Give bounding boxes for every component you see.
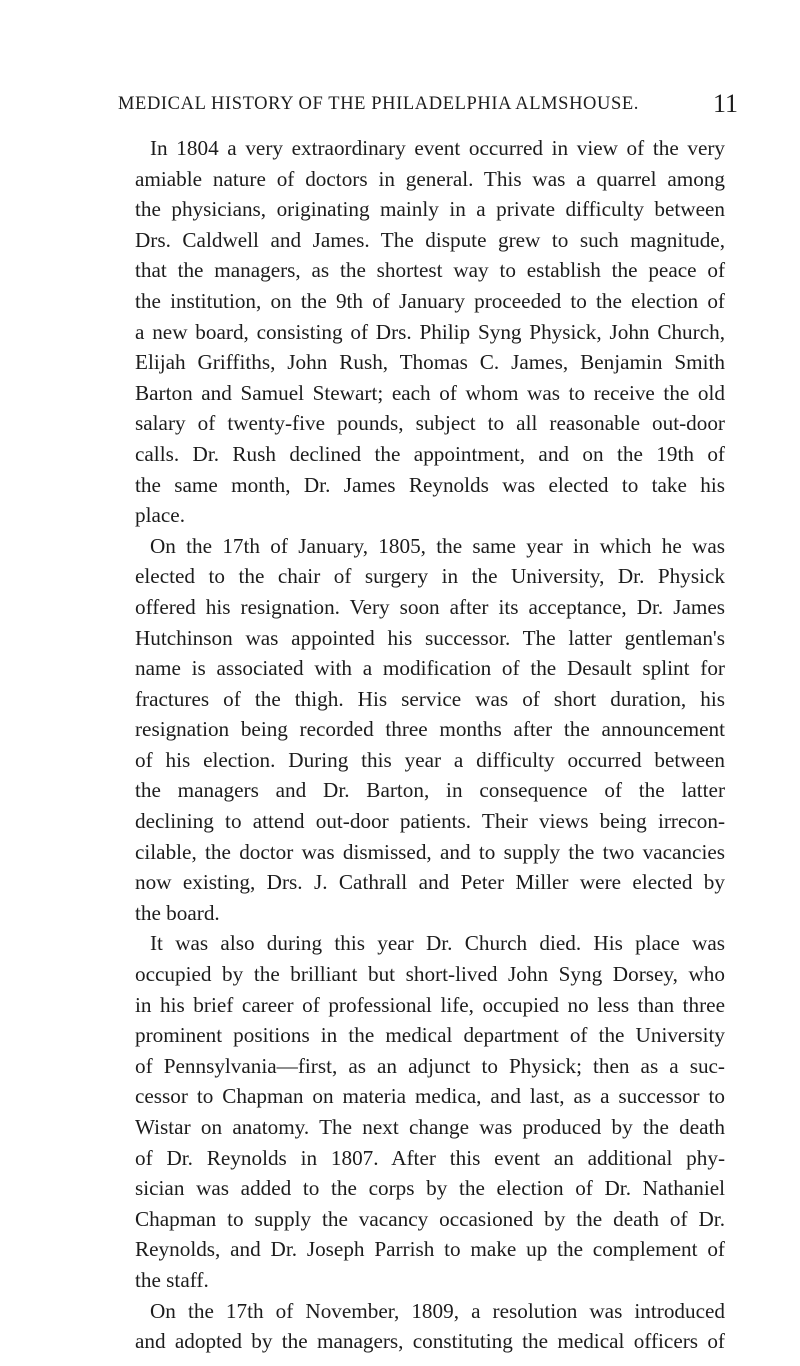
text-line: cilable, the doctor was dismissed, and to supply the two vacancies xyxy=(135,839,725,864)
text-line: salary of twenty-five pounds, subject to all reasonable out-door xyxy=(135,411,725,436)
page-number: 11 xyxy=(712,89,738,118)
body-text xyxy=(135,133,725,1357)
text-line: offered his resignation. Very soon after its acceptance, Dr. James xyxy=(135,594,725,619)
text-line: On the 17th of January, 1805, the same year in which he was xyxy=(150,533,725,558)
text-line: the managers and Dr. Barton, in consequence of the latter xyxy=(135,778,725,803)
text-line: place. xyxy=(135,503,185,528)
text-line: occupied by the brilliant but short-lived John Syng Dorsey, who xyxy=(135,962,725,987)
text-line: Drs. Caldwell and James. The dispute grew to such magnitude, xyxy=(135,227,725,252)
text-line: declining to attend out-door patients. Their views being irrecon- xyxy=(135,809,725,834)
text-line: Reynolds, and Dr. Joseph Parrish to make up the complement of xyxy=(135,1237,725,1262)
text-line: of Dr. Reynolds in 1807. After this event an additional phy- xyxy=(135,1145,725,1170)
text-line: and adopted by the managers, constituting the medical officers of xyxy=(135,1329,725,1354)
text-line: calls. Dr. Rush declined the appointment, and on the 19th of xyxy=(135,441,725,466)
text-line: Elijah Griffiths, John Rush, Thomas C. James, Benjamin Smith xyxy=(135,350,725,375)
text-line: Wistar on anatomy. The next change was produced by the death xyxy=(135,1115,725,1139)
text-line: of his election. During this year a difficulty occurred between xyxy=(135,747,725,772)
text-line: the same month, Dr. James Reynolds was elected to take his xyxy=(135,472,725,497)
text-line: the institution, on the 9th of January proceeded to the election of xyxy=(135,288,725,313)
text-line: the staff. xyxy=(135,1267,209,1292)
text-line: Hutchinson was appointed his successor. The latter gentleman's xyxy=(135,625,725,650)
text-line: the physicians, originating mainly in a private difficulty between xyxy=(135,197,725,222)
text-line: elected to the chair of surgery in the University, Dr. Physick xyxy=(135,564,725,589)
text-line: now existing, Drs. J. Cathrall and Peter Miller were elected by xyxy=(135,870,725,895)
running-title: MEDICAL HISTORY OF THE PHILADELPHIA ALMSHOUSE. xyxy=(118,93,639,114)
text-line: In 1804 a very extraordinary event occurred in view of the very xyxy=(150,136,725,160)
text-line: amiable nature of doctors in general. This was a quarrel among xyxy=(135,166,725,191)
text-line: cessor to Chapman on materia medica, and last, as a successor to xyxy=(135,1084,725,1109)
text-line: Chapman to supply the vacancy occasioned by the death of Dr. xyxy=(135,1206,725,1231)
text-line: sician was added to the corps by the election of Dr. Nathaniel xyxy=(135,1176,725,1201)
text-line: resignation being recorded three months after the announcement xyxy=(135,717,725,742)
text-line: that the managers, as the shortest way to establish the peace of xyxy=(135,258,725,283)
text-line: name is associated with a modification of the Desault splint for xyxy=(135,656,725,681)
running-head xyxy=(118,87,738,121)
text-line: of Pennsylvania—first, as an adjunct to Physick; then as a suc- xyxy=(135,1053,725,1078)
text-line: in his brief career of professional life, occupied no less than three xyxy=(135,992,725,1017)
text-line: the board. xyxy=(135,900,220,925)
text-line: fractures of the thigh. His service was of short duration, his xyxy=(135,686,725,711)
text-line: prominent positions in the medical department of the University xyxy=(135,1023,725,1048)
text-line: a new board, consisting of Drs. Philip Syng Physick, John Church, xyxy=(135,319,725,344)
text-line: Barton and Samuel Stewart; each of whom was to receive the old xyxy=(135,380,725,405)
text-line: On the 17th of November, 1809, a resolution was introduced xyxy=(150,1298,725,1323)
text-line: It was also during this year Dr. Church died. His place was xyxy=(150,931,725,956)
